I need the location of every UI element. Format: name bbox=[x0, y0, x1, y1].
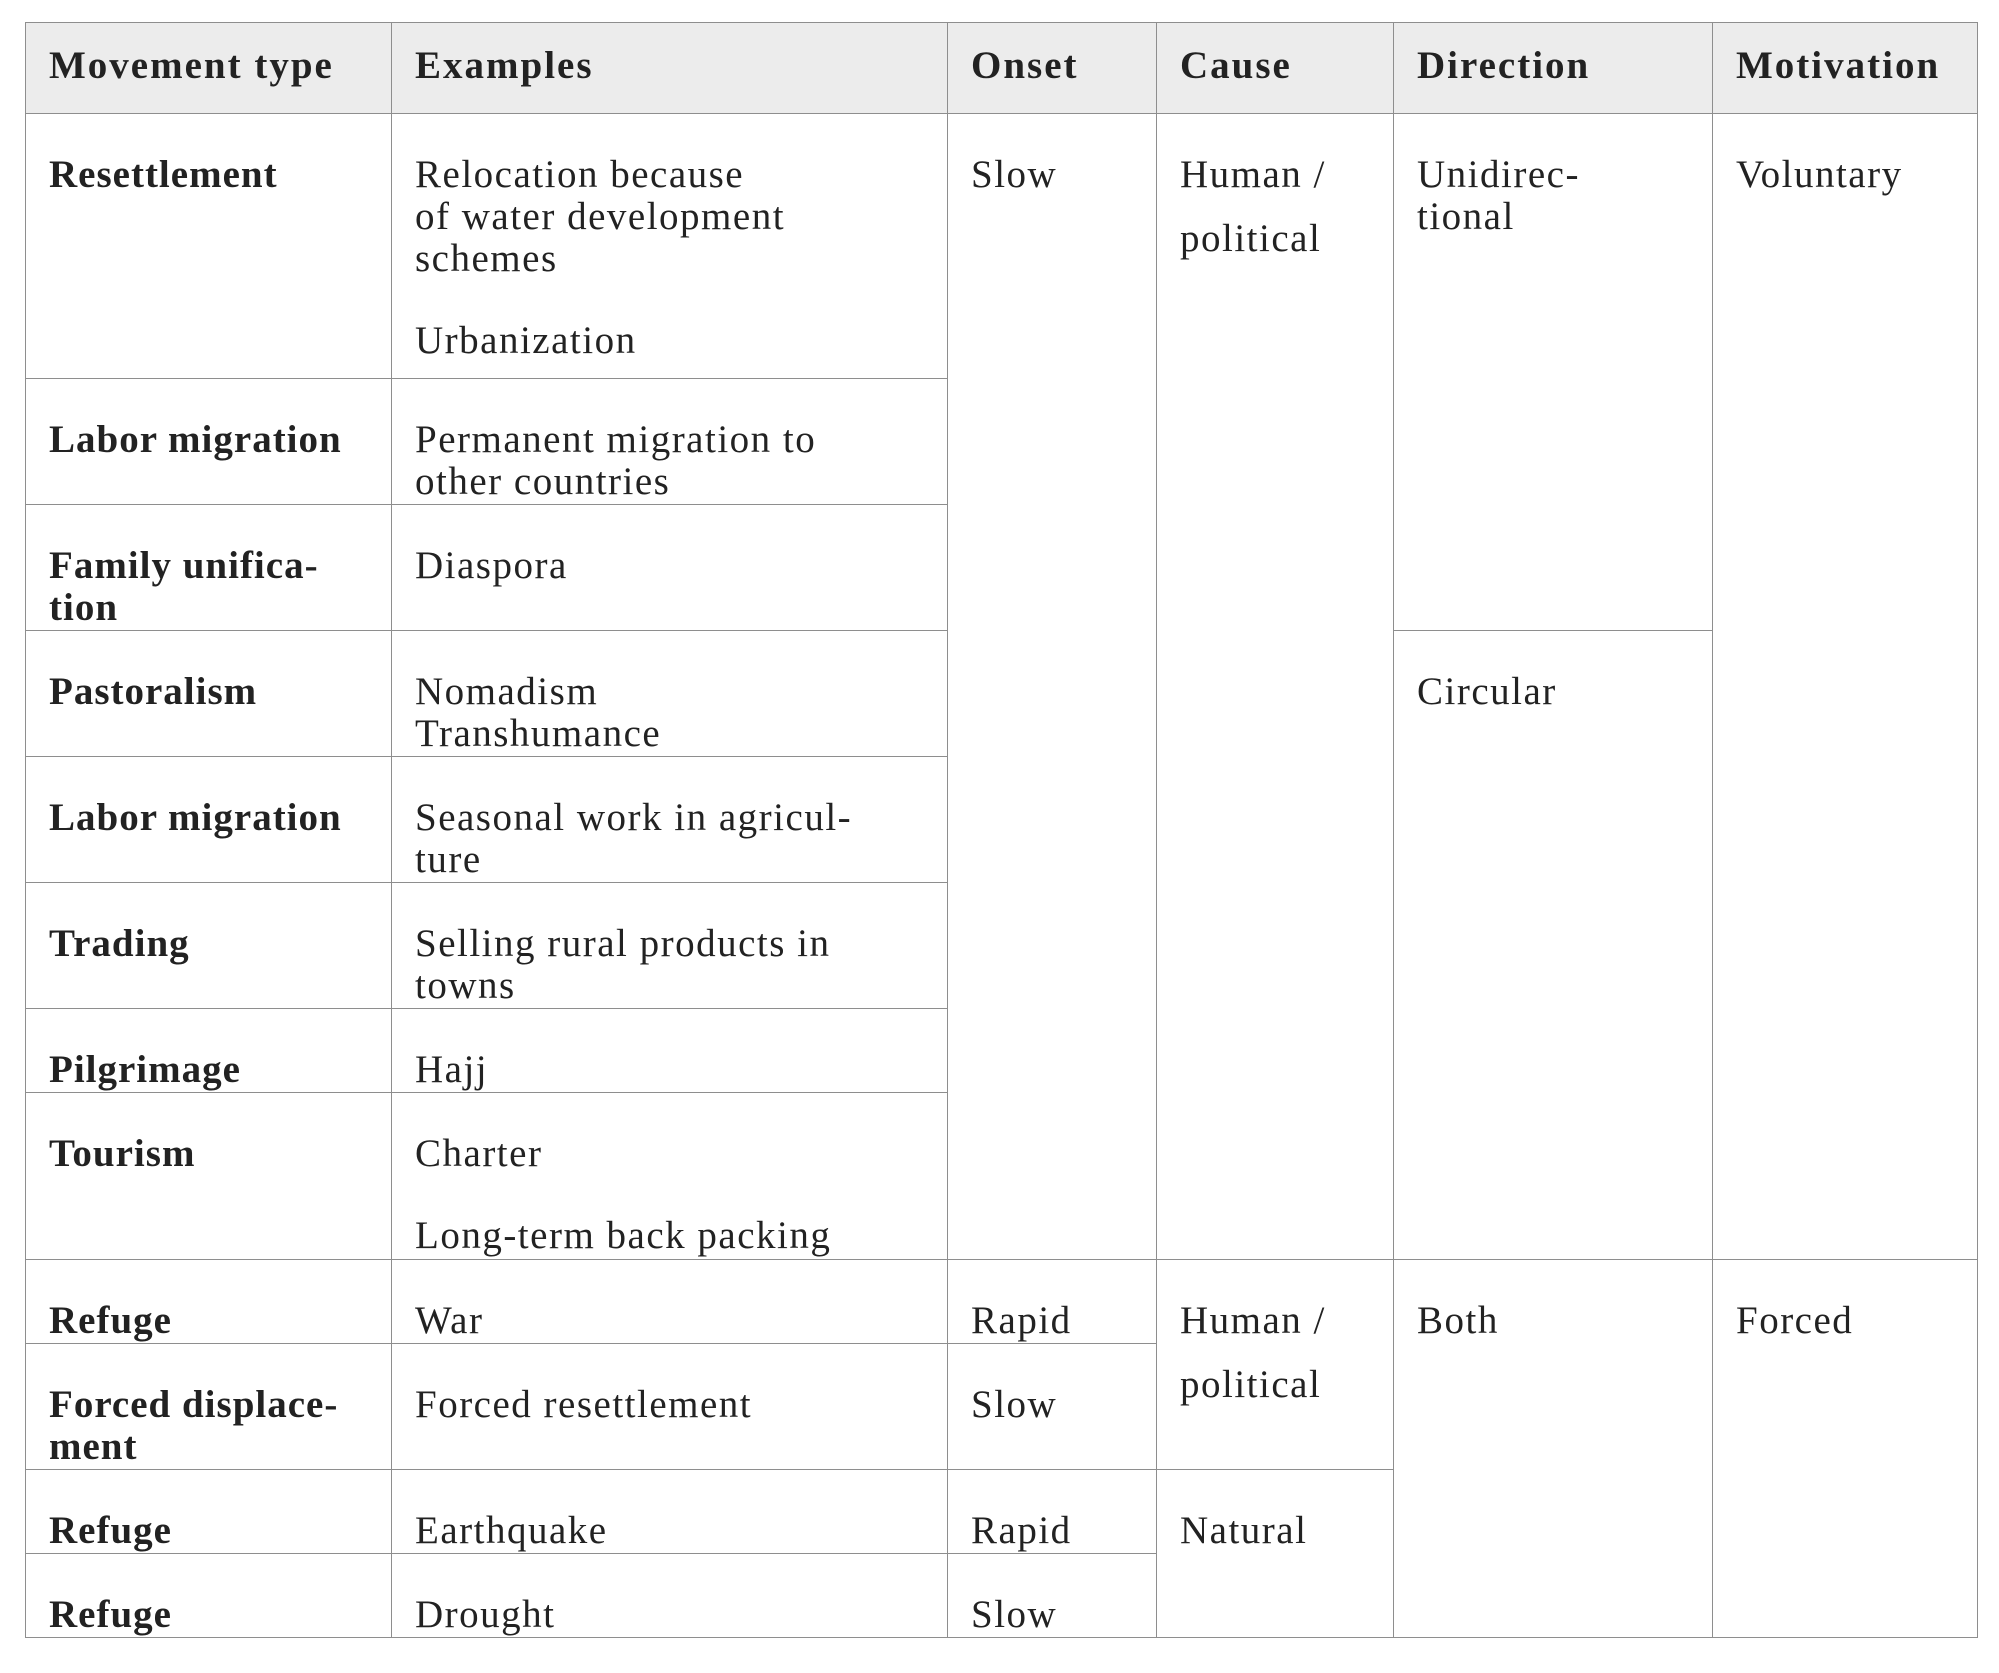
movement-type-cell bbox=[26, 1344, 392, 1470]
examples-cell bbox=[392, 631, 948, 757]
cause-line: political bbox=[1180, 1363, 1322, 1406]
movement-type-cell: Refuge bbox=[26, 1554, 392, 1638]
table-row bbox=[26, 1260, 1978, 1344]
example-gap bbox=[415, 1175, 937, 1215]
example-line: Selling rural products in bbox=[415, 922, 831, 965]
cause-line: Human / bbox=[1180, 153, 1326, 196]
cause-cell: Natural bbox=[1157, 1470, 1394, 1638]
example-line: Nomadism bbox=[415, 670, 599, 713]
movement-type-cell bbox=[26, 505, 392, 631]
example-line: schemes bbox=[415, 237, 558, 280]
movement-type-cell: Labor migration bbox=[26, 757, 392, 883]
examples-cell: Earthquake bbox=[392, 1470, 948, 1554]
onset-cell: Slow bbox=[948, 114, 1157, 1260]
examples-cell: Drought bbox=[392, 1554, 948, 1638]
type-line: tion bbox=[49, 586, 119, 629]
movement-type-cell: Refuge bbox=[26, 1470, 392, 1554]
direction-cell: Circular bbox=[1394, 631, 1713, 1260]
examples-cell bbox=[392, 1093, 948, 1260]
example-line: Charter bbox=[415, 1132, 543, 1175]
examples-cell bbox=[392, 114, 948, 379]
movement-type-cell: Labor migration bbox=[26, 379, 392, 505]
example-line: other countries bbox=[415, 460, 671, 503]
header-cause: Cause bbox=[1157, 23, 1394, 114]
movement-types-table bbox=[25, 22, 1978, 1638]
examples-cell bbox=[392, 379, 948, 505]
example-line: Permanent migration to bbox=[415, 418, 817, 461]
example-line: of water development bbox=[415, 195, 786, 238]
header-motivation: Motivation bbox=[1713, 23, 1978, 114]
cause-line: Human / bbox=[1180, 1299, 1326, 1342]
direction-line: tional bbox=[1417, 195, 1515, 238]
movement-type-cell: Refuge bbox=[26, 1260, 392, 1344]
examples-cell bbox=[392, 757, 948, 883]
onset-cell: Rapid bbox=[948, 1470, 1157, 1554]
movement-type-cell: Trading bbox=[26, 883, 392, 1009]
onset-cell: Rapid bbox=[948, 1260, 1157, 1344]
examples-cell: War bbox=[392, 1260, 948, 1344]
examples-cell: Hajj bbox=[392, 1009, 948, 1093]
onset-cell: Slow bbox=[948, 1554, 1157, 1638]
example-line: Relocation because bbox=[415, 153, 745, 196]
example-line: Urbanization bbox=[415, 319, 637, 362]
header-onset: Onset bbox=[948, 23, 1157, 114]
table-row bbox=[26, 114, 1978, 379]
motivation-cell: Forced bbox=[1713, 1260, 1978, 1638]
direction-line: Unidirec- bbox=[1417, 153, 1580, 196]
example-line: Seasonal work in agricul- bbox=[415, 796, 853, 839]
example-line: ture bbox=[415, 838, 482, 881]
movement-type-cell: Resettlement bbox=[26, 114, 392, 379]
direction-cell bbox=[1394, 114, 1713, 631]
example-gap bbox=[415, 280, 937, 320]
header-direction: Direction bbox=[1394, 23, 1713, 114]
direction-cell: Both bbox=[1394, 1260, 1713, 1638]
header-movement-type: Movement type bbox=[26, 23, 392, 114]
type-line: Forced displace- bbox=[49, 1383, 339, 1426]
header-row bbox=[26, 23, 1978, 114]
motivation-cell: Voluntary bbox=[1713, 114, 1978, 1260]
onset-cell: Slow bbox=[948, 1344, 1157, 1470]
cause-cell bbox=[1157, 1260, 1394, 1470]
type-line: ment bbox=[49, 1425, 138, 1468]
movement-type-cell: Tourism bbox=[26, 1093, 392, 1260]
example-line: Transhumance bbox=[415, 712, 662, 755]
examples-cell: Diaspora bbox=[392, 505, 948, 631]
cause-cell bbox=[1157, 114, 1394, 1260]
header-examples: Examples bbox=[392, 23, 948, 114]
example-line: Long-term back packing bbox=[415, 1214, 832, 1257]
type-line: Family unifica- bbox=[49, 544, 319, 587]
movement-type-cell: Pilgrimage bbox=[26, 1009, 392, 1093]
example-line: towns bbox=[415, 964, 516, 1007]
cause-line: political bbox=[1180, 217, 1322, 260]
movement-type-cell: Pastoralism bbox=[26, 631, 392, 757]
examples-cell: Forced resettlement bbox=[392, 1344, 948, 1470]
examples-cell bbox=[392, 883, 948, 1009]
